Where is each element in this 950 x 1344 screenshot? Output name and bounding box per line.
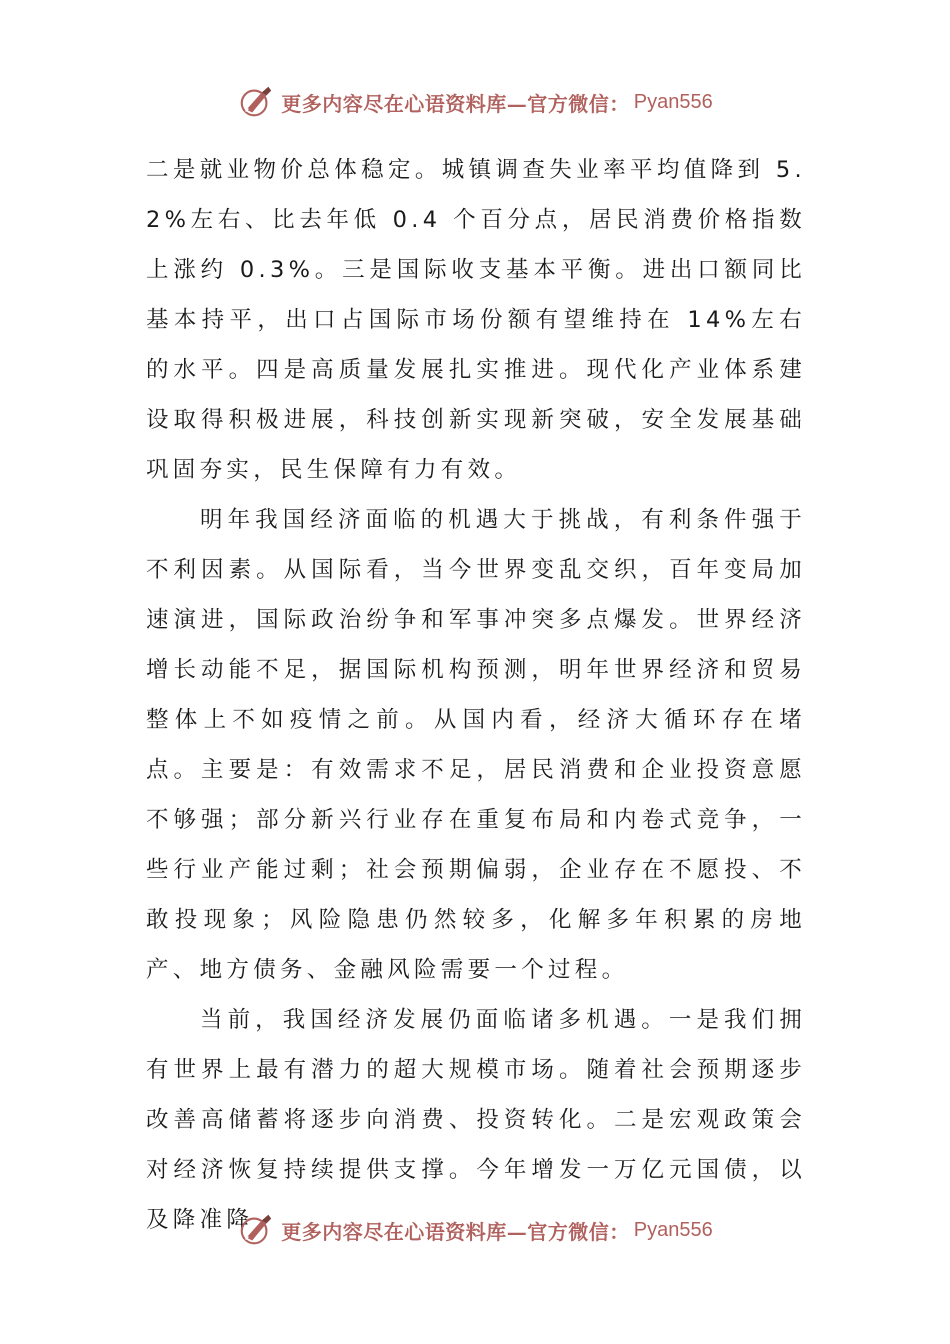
pen-nib-logo-icon [237, 1211, 275, 1249]
wechat-id: Pyan556 [633, 1218, 713, 1241]
document-body [146, 145, 806, 1245]
footer-watermark-banner [0, 1208, 950, 1252]
paragraph-employment-prices: 二是就业物价总体稳定。城镇调查失业率平均值降到 5.2%左右、比去年低 0.4 个百分点，居民消费价格指数上涨约 0.3%。三是国际收支基本平衡。进出口额同比基本持平，出口占国际市场份额有望维持在 14%左右的水平。四是高质量发展扎实推进。现代化产业体系建设取得积极进展，科技创新实现新突破，安全发展基础巩固夯实，民生保障有力有效。 [146, 157, 806, 483]
pen-nib-logo-icon [237, 83, 275, 121]
wechat-id: Pyan556 [633, 90, 713, 113]
watermark-text: 更多内容尽在心语资料库—官方微信： [281, 91, 630, 116]
paragraph-development-opportunities: 当前，我国经济发展仍面临诸多机遇。一是我们拥有世界上最有潜力的超大规模市场。随着社会预期逐步改善高储蓄将逐步向消费、投资转化。二是宏观政策会对经济恢复持续提供支撑。今年增发一万亿元国债，以及降准降 [146, 1007, 806, 1233]
paragraph-opportunities-challenges: 明年我国经济面临的机遇大于挑战，有利条件强于不利因素。从国际看，当今世界变乱交织，百年变局加速演进，国际政治纷争和军事冲突多点爆发。世界经济增长动能不足，据国际机构预测，明年世界经济和贸易整体上不如疫情之前。从国内看，经济大循环存在堵点。主要是：有效需求不足，居民消费和企业投资意愿不够强；部分新兴行业存在重复布局和内卷式竞争，一些行业产能过剩；社会预期偏弱，企业存在不愿投、不敢投现象；风险隐患仍然较多，化解多年积累的房地产、地方债务、金融风险需要一个过程。 [146, 507, 806, 983]
watermark-text: 更多内容尽在心语资料库—官方微信： [281, 1219, 630, 1244]
header-watermark-banner [0, 80, 950, 124]
